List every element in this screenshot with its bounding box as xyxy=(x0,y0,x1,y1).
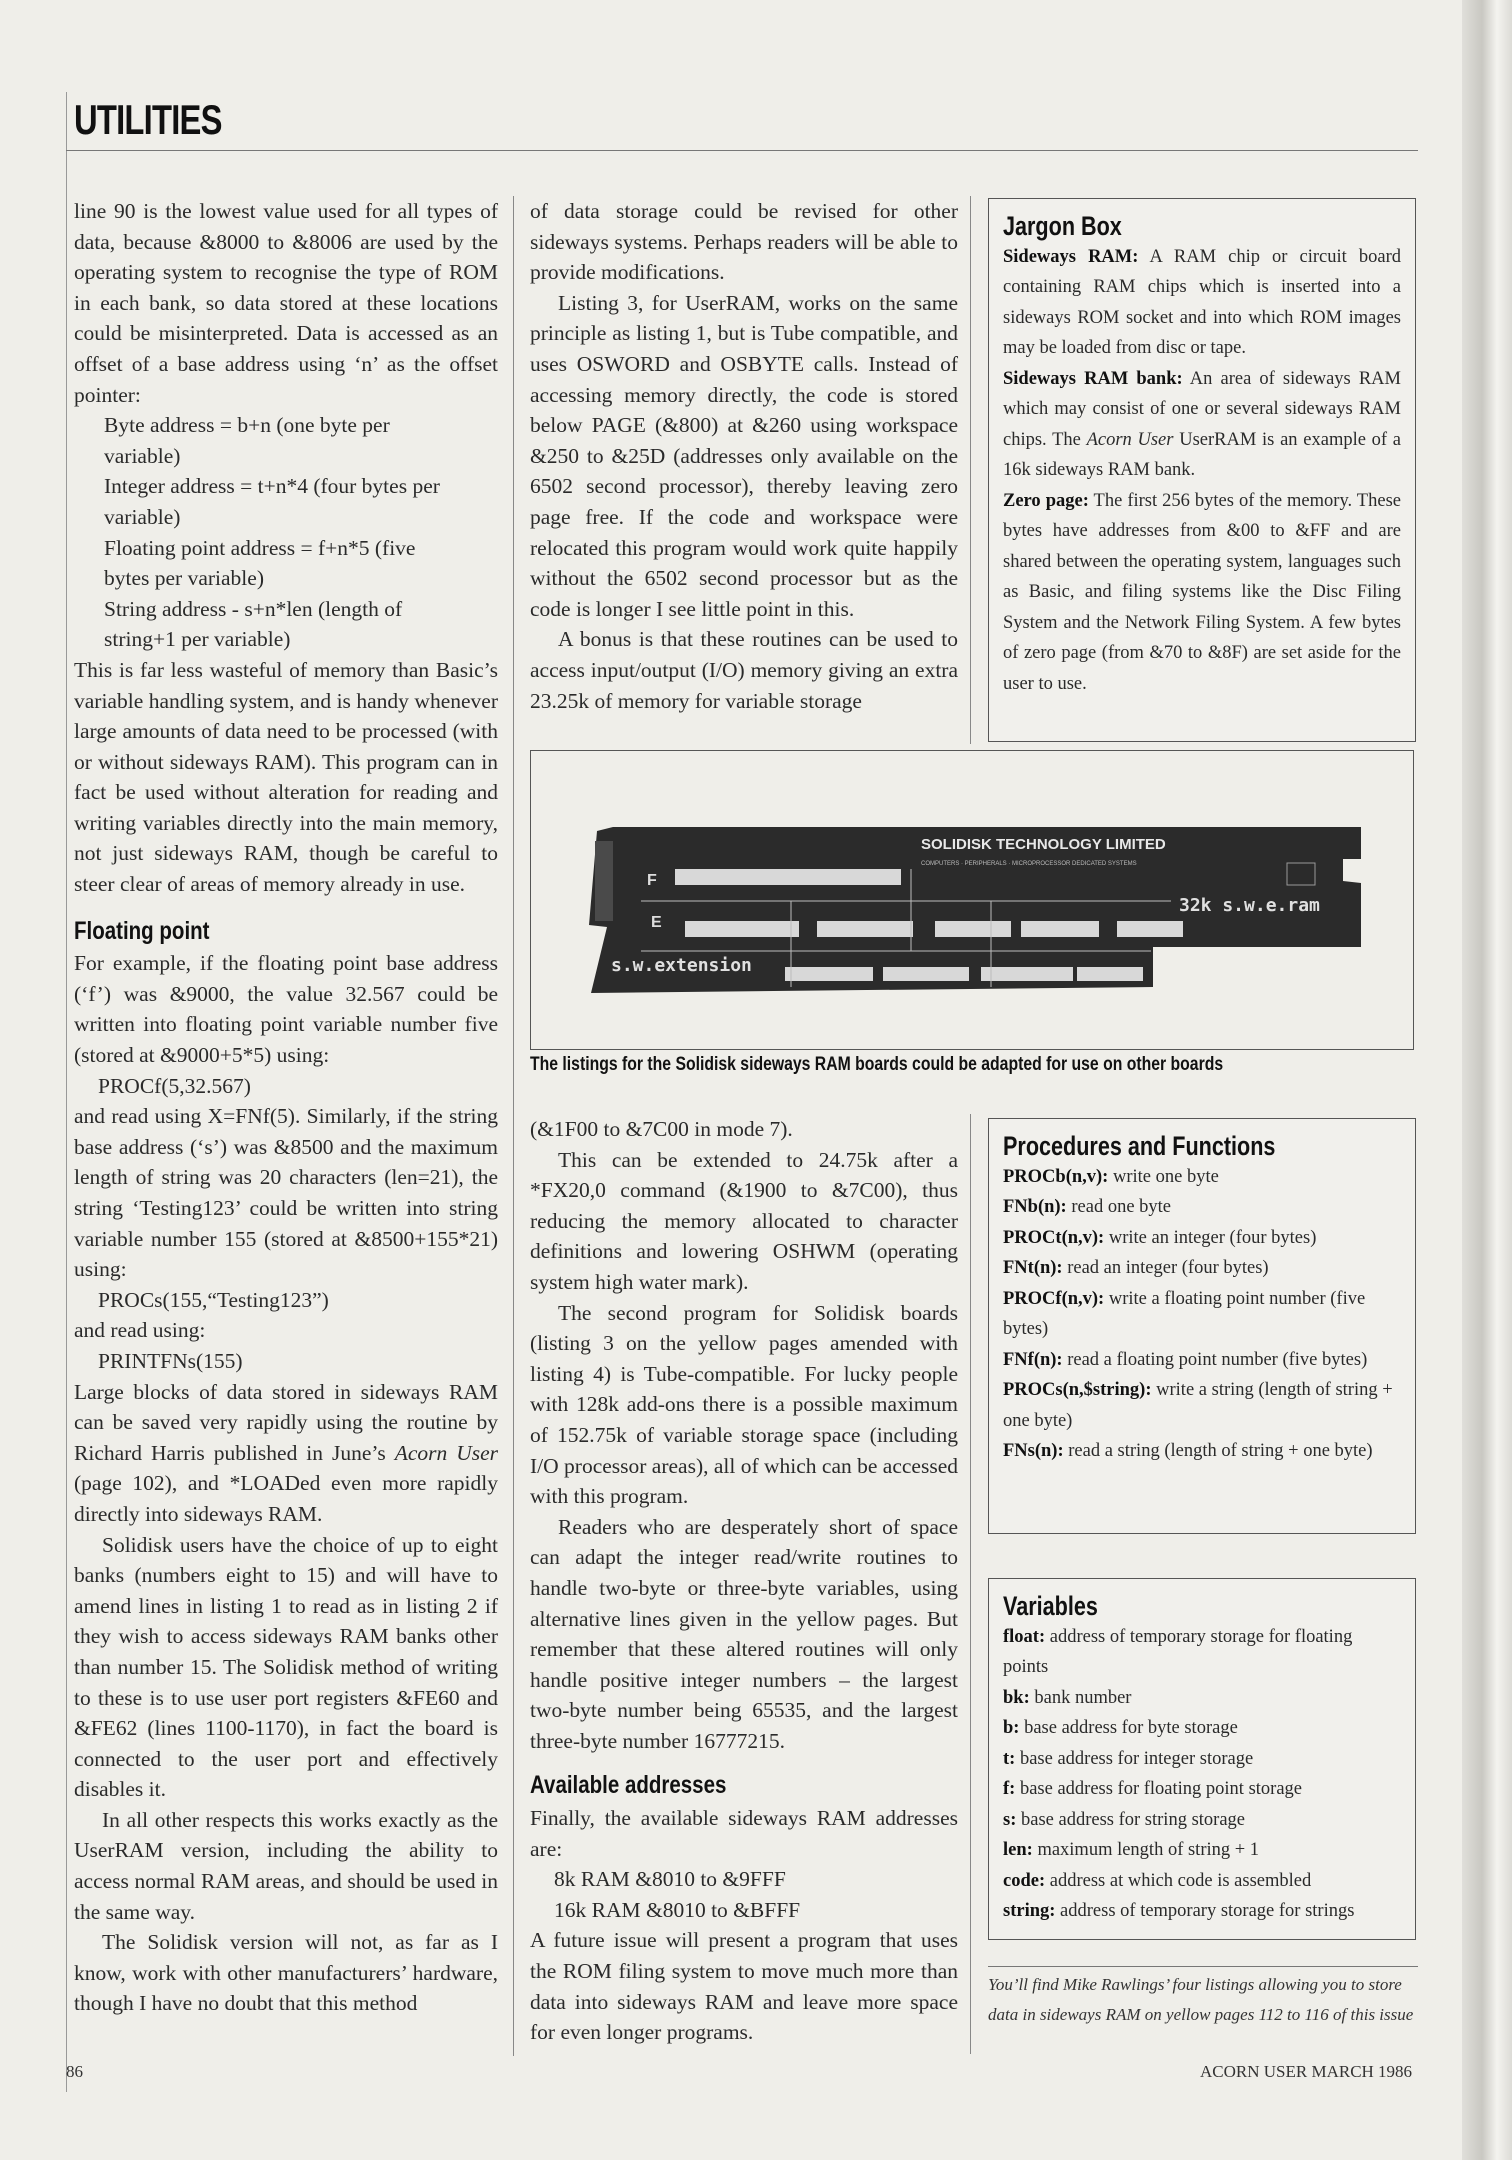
procedures-list xyxy=(1003,1162,1401,1467)
photo-frame xyxy=(530,750,1414,1050)
code-line: PROCs(155,“Testing123”) xyxy=(98,1287,329,1312)
subheading-available-addresses: Available addresses xyxy=(530,1771,727,1800)
procedures-box xyxy=(988,1118,1416,1534)
paragraph: Solidisk users have the choice of up to eight banks (numbers eight to 15) and will have to amend lines in listing 1 to read as in listing 2 if they wish to access sideways RAM banks other than number 15. The Solidisk method of writing to these is to use user port registers &FE60 and &FE62 (lines 1100-1170), in fact the board is connected to the user port and effectively disables it. xyxy=(74,1532,498,1802)
definition-entry: b: base address for byte storage xyxy=(1003,1718,1238,1738)
code-line: PRINTFNs(155) xyxy=(98,1348,243,1373)
paragraph: Listing 3, for UserRAM, works on the same principle as listing 1, but is Tube compatible, and uses OSWORD and OSBYTE calls. Instead of accessing memory directly, the code is stored below PAGE (&800) at &260 using workspace &250 to &25D (addresses only available on the 6502 second processor), thereby leaving zero page free. If the code and workspace were relocated this program would work quite happily without the 6502 second processor but as the code is longer I see little point in this. xyxy=(530,290,958,621)
section-title: UTILITIES xyxy=(74,96,222,143)
left-margin-rule xyxy=(66,92,67,2092)
paragraph: (&1F00 to &7C00 in mode 7). xyxy=(530,1117,793,1141)
definition-entry: code: address at which code is assembled xyxy=(1003,1870,1312,1891)
paragraph: The Solidisk version will not, as far as I know, work with other manufacturers’ hardware, though I have no doubt that this method xyxy=(74,1930,498,2016)
page-number: 86 xyxy=(66,2062,83,2081)
board-label-left: s.w.extension xyxy=(611,955,752,976)
board-letter-e: E xyxy=(651,914,662,931)
definition-entry: t: base address for integer storage xyxy=(1003,1748,1254,1769)
paragraph: and read using: xyxy=(74,1318,206,1343)
definition-entry: s: base address for string storage xyxy=(1003,1809,1245,1830)
definition-entry: PROCt(n,v): write an integer (four bytes) xyxy=(1003,1227,1317,1248)
column-rule xyxy=(513,196,514,2056)
definition-entry: float: address of temporary storage for floating points xyxy=(1003,1626,1353,1677)
board-brand-text: SOLIDISK TECHNOLOGY LIMITED xyxy=(921,836,1166,853)
definition-entry: bk: bank number xyxy=(1003,1687,1132,1708)
listings-credit: You’ll find Mike Rawlings’ four listings allowing you to store data in sideways RAM on yellow pages 112 to 116 of this issue xyxy=(988,1975,1414,2024)
column-2-upper xyxy=(530,196,958,716)
paragraph: The second program for Solidisk boards (listing 3 on the yellow pages amended with listing 4) is Tube-compatible. For lucky people with 128k add-ons there is a possible maximum of 152.75k of variable storage space (including I/O processor areas), all of which can be accessed with this program. xyxy=(530,1300,959,1509)
paragraph: Finally, the available sideways RAM addresses are: xyxy=(530,1806,958,1861)
variables-list xyxy=(1003,1622,1401,1927)
formula-float: Floating point address = f+n*5 (five bytes per variable) xyxy=(104,535,416,591)
paragraph: and read using X=FNf(5). Similarly, if the string base address (‘s’) was &8500 and the maximum length of string was 20 characters (len=21), the string ‘Testing123’ could be written into string variable number 155 (stored at &8500+155*21) using: xyxy=(74,1104,498,1282)
code-line: PROCf(5,32.567) xyxy=(98,1073,251,1098)
paragraph: A bonus is that these routines can be used to access input/output (I/O) memory giving an extra 23.25k of memory for variable storage xyxy=(530,627,958,713)
address-line: 8k RAM &8010 to &9FFF xyxy=(554,1867,786,1892)
column-1 xyxy=(74,196,498,2019)
jargon-entry: Sideways RAM: A RAM chip or circuit board containing RAM chips which is inserted into a sideways ROM socket and into which ROM images may be loaded from disc or tape. xyxy=(1003,246,1401,358)
photo-caption: The listings for the Solidisk sideways RAM boards could be adapted for use on other boards xyxy=(530,1054,1224,1075)
definition-entry: PROCb(n,v): write one byte xyxy=(1003,1166,1219,1187)
formula-string: String address - s+n*len (length of string+1 per variable) xyxy=(104,596,403,652)
subheading-floating-point: Floating point xyxy=(74,916,210,945)
definition-entry: FNs(n): read a string (length of string + one byte) xyxy=(1003,1441,1373,1461)
paragraph: of data storage could be revised for other sideways systems. Perhaps readers will be able to provide modifications. xyxy=(530,199,958,285)
credit-rule xyxy=(988,1966,1418,1967)
jargon-box xyxy=(988,198,1416,742)
variables-box-title: Variables xyxy=(1003,1591,1098,1621)
definition-entry: FNf(n): read a floating point number (five bytes) xyxy=(1003,1349,1368,1370)
paragraph: For example, if the floating point base address (‘f’) was &9000, the value 32.567 could be written into floating point variable number five (stored at &9000+5*5) using: xyxy=(74,951,498,1068)
circuit-board-photo xyxy=(531,751,1412,1048)
column-rule xyxy=(970,1114,971,2054)
definition-entry: FNt(n): read an integer (four bytes) xyxy=(1003,1258,1269,1278)
jargon-entry: Zero page: The first 256 bytes of the memory. These bytes have addresses from &00 to &FF and are shared between the operating system, languages such as Basic, and filing systems like the Disc Filing System and the Network Filing System. A few bytes of zero page (from &70 to &8F) are set aside for the user to use. xyxy=(1003,490,1401,694)
definition-entry: string: address of temporary storage for strings xyxy=(1003,1901,1355,1921)
variables-box xyxy=(988,1578,1416,1940)
paragraph: A future issue will present a program that uses the ROM filing system to move much more than data into sideways RAM and leave more space for even longer programs. xyxy=(530,1928,958,2045)
definition-entry: PROCs(n,$string): write a string (length of string + one byte) xyxy=(1003,1380,1393,1431)
header-rule xyxy=(66,150,1418,151)
binding-gutter xyxy=(1462,0,1512,2160)
formula-byte: Byte address = b+n (one byte per variable) xyxy=(104,413,390,468)
paragraph: In all other respects this works exactly as the UserRAM version, including the ability to access normal RAM areas, and should be used in the same way. xyxy=(74,1807,498,1924)
procedures-box-title: Procedures and Functions xyxy=(1003,1131,1276,1161)
definition-entry: FNb(n): read one byte xyxy=(1003,1197,1172,1217)
jargon-entry: Sideways RAM bank: An area of sideways RAM which may consist of one or several sideways RAM chips. The Acorn User UserRAM is an example of a 16k sideways RAM bank. xyxy=(1003,368,1402,480)
address-line: 16k RAM &8010 to &BFFF xyxy=(554,1897,801,1922)
definition-entry: f: base address for floating point storage xyxy=(1003,1779,1302,1799)
column-2-lower xyxy=(530,1114,958,2048)
paragraph: This can be extended to 24.75k after a *FX20,0 command (&1900 to &7C00), thus reducing the memory allocated to character definitions and lowering OSHWM (operating system high water mark). xyxy=(530,1147,958,1294)
column-rule xyxy=(970,196,971,744)
paragraph: Large blocks of data stored in sideways RAM can be saved very rapidly using the routine by Richard Harris published in June’s Acorn User (page 102), and *LOADed even more rapidly directly into sideways RAM. xyxy=(74,1379,498,1526)
definition-entry: len: maximum length of string + 1 xyxy=(1003,1840,1260,1860)
jargon-box-title: Jargon Box xyxy=(1003,211,1122,241)
definition-entry: PROCf(n,v): write a floating point number (five bytes) xyxy=(1003,1288,1366,1339)
paragraph: This is far less wasteful of memory than Basic’s variable handling system, and is handy whenever large amounts of data need to be processed (with or without sideways RAM). This program can in fact be used without alteration for reading and writing variables directly into the main memory, not just sideways RAM, though be careful to steer clear of areas of memory already in use. xyxy=(74,657,498,897)
board-label-right: 32k s.w.e.ram xyxy=(1179,895,1320,916)
issue-footer: ACORN USER MARCH 1986 xyxy=(1200,2062,1413,2081)
board-letter-f: F xyxy=(647,872,657,889)
paragraph: line 90 is the lowest value used for all types of data, because &8000 to &8006 are used by the operating system to recognise the type of ROM in each bank, so data stored at these locations could be misinterpreted. Data is accessed as an offset of a base address using ‘n’ as the offset pointer: xyxy=(74,199,498,407)
formula-integer: Integer address = t+n*4 (four bytes per variable) xyxy=(104,474,440,529)
paragraph: Readers who are desperately short of space can adapt the integer read/write routines to handle two-byte or three-byte variables, using alternative lines given in the yellow pages. But remember that these altered routines will only handle positive integer numbers – the largest two-byte number being 65535, and the largest three-byte number 16777215. xyxy=(530,1514,958,1753)
board-subtitle-text: COMPUTERS · PERIPHERALS · MICROPROCESSOR DEDICATED SYSTEMS xyxy=(921,861,1137,867)
